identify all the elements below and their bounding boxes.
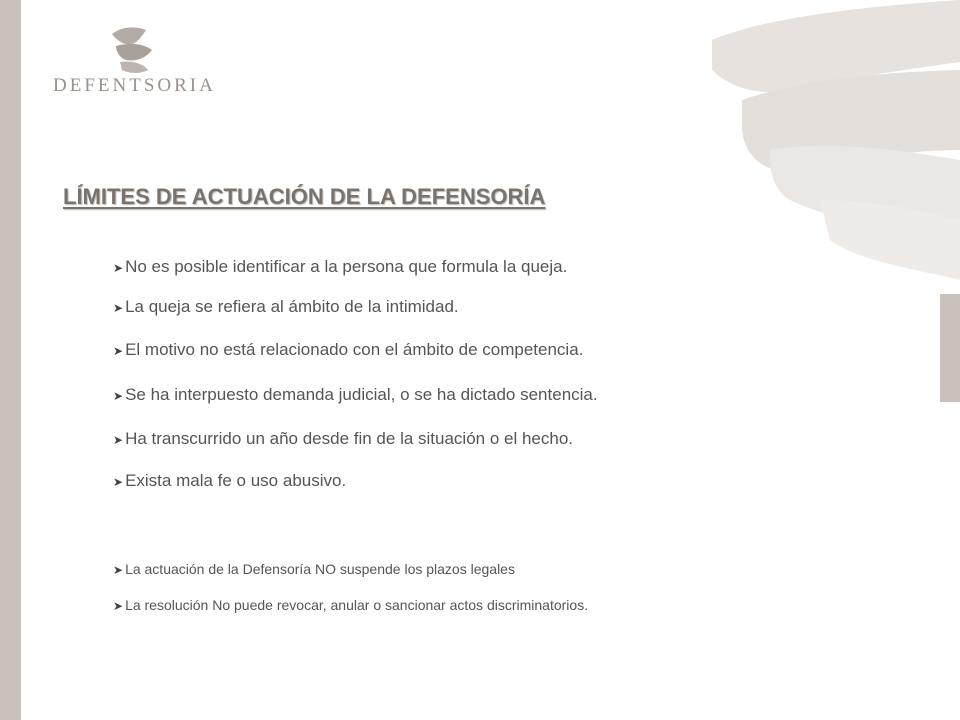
list-item: ➤ La queja se refiera al ámbito de la intimidad. bbox=[113, 297, 459, 316]
list-item: ➤ Exista mala fe o uso abusivo. bbox=[113, 471, 347, 490]
arrow-bullet-icon: ➤ bbox=[113, 261, 124, 275]
arrow-bullet-icon: ➤ bbox=[113, 563, 124, 577]
arrow-bullet-icon: ➤ bbox=[113, 344, 124, 358]
list-item: ➤ Se ha interpuesto demanda judicial, o se ha dictado sentencia. bbox=[113, 385, 598, 404]
brand-name: DEFENTSORIA bbox=[53, 75, 216, 96]
arrow-bullet-icon: ➤ bbox=[113, 301, 124, 315]
arrow-bullet-icon: ➤ bbox=[113, 433, 124, 447]
list-item: ➤ El motivo no está relacionado con el ámbito de competencia. bbox=[113, 340, 584, 359]
list-item: ➤ La actuación de la Defensoría NO suspende los plazos legales bbox=[113, 561, 515, 577]
list-item: ➤ La resolución No puede revocar, anular o sancionar actos discriminatorios. bbox=[113, 597, 589, 613]
list-item: ➤ No es posible identificar a la persona que formula la queja. bbox=[113, 257, 568, 276]
arrow-bullet-icon: ➤ bbox=[113, 599, 124, 613]
arrow-bullet-icon: ➤ bbox=[113, 475, 124, 489]
list-item: ➤ Ha transcurrido un año desde fin de la situación o el hecho. bbox=[113, 429, 574, 448]
slide-title: LÍMITES DE ACTUACIÓN DE LA DEFENSORÍA bbox=[63, 184, 546, 209]
arrow-bullet-icon: ➤ bbox=[113, 389, 124, 403]
